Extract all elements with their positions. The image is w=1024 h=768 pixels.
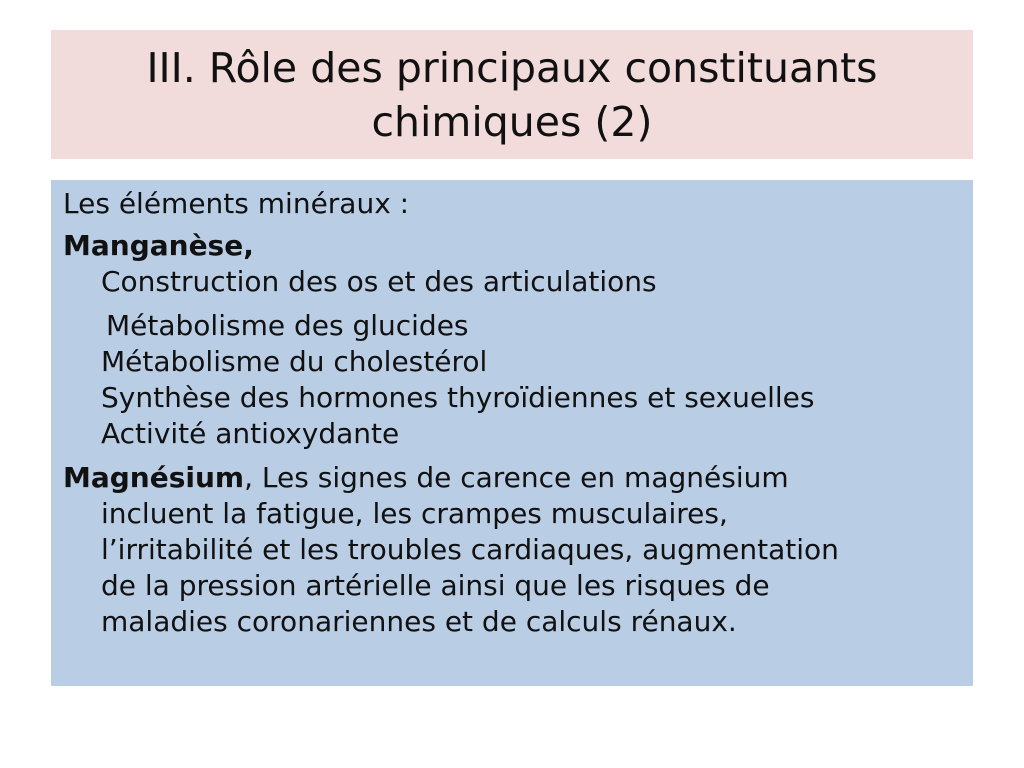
magnesium-first-line [63,460,961,496]
manganese-heading: Manganèse, [63,229,254,262]
magnesium-text-start: , Les signes de carence en magnésium [244,461,789,494]
slide-title-line-2: chimiques (2) [371,97,653,146]
manganese-item: Construction des os et des articulations [101,265,657,298]
magnesium-text-line: de la pression artérielle ainsi que les risques de [101,569,770,602]
manganese-item: Métabolisme du cholestérol [101,345,488,378]
magnesium-text-line: l’irritabilité et les troubles cardiaques, augmentation [101,533,839,566]
magnesium-text-line: maladies coronariennes et de calculs rénaux. [101,605,737,638]
magnesium-heading: Magnésium [63,461,245,494]
manganese-item: Activité antioxydante [101,417,400,450]
manganese-item: Synthèse des hormones thyroïdiennes et sexuelles [101,381,815,414]
manganese-section [63,228,961,452]
slide-title-line-1: III. Rôle des principaux constituants [146,43,878,92]
magnesium-section [63,460,961,640]
manganese-item: Métabolisme des glucides [106,309,469,342]
slide-content [51,180,973,686]
slide-title [51,30,973,159]
magnesium-text-line: incluent la fatigue, les crampes musculaires, [101,497,728,530]
intro-text: Les éléments minéraux : [63,187,410,220]
